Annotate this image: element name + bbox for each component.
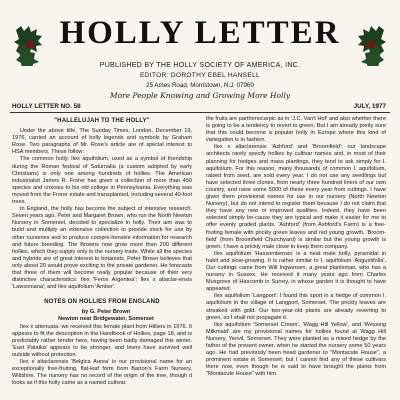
article-paragraph: In England, the holly has become the subject of intensive research. Seven years ago, Peter and Margaret Brown, who run the North Newton Nursery in Somerset, decided to specialize in holly. Their aim was to build and multiply an extensive collection to provide stock for use by other nurseries and to produce compre-hensive information for research and future breeding. The Browns now grow more than 200 different hollies, which they supply only to the nursery trade. While all the species and hybrids are of great interest to botanists, Peter Brown believes that only about 20 would prove exciting to the private gardener. He forecasts that three of them will become really popular because of their very distinctive characteristics: Ilex 'Ferox Argentea'; Ilex x altaclar-ensis 'Lawsoniana'; and Ilex aquifolium 'Amber'. xyxy=(12,206,192,291)
header-divider xyxy=(10,112,390,113)
article-paragraph: The common holly, Ilex aquifolium, used as a symbol of friendship during the Roman festival of Saturnalia (a custom adopted by early Christians) is only one among hundreds of hollies. The American industrialist James R. Frorer has given a collection of more than 450 species and crosses to his old college in Pennsylvania. Everything was moved from the Frorer estate and transplanted, including several 40-foot trees. xyxy=(12,156,192,206)
article-title: NOTES ON HOLLIES FROM ENGLAND xyxy=(44,299,160,306)
author-affiliation: Newton near Bridgewater, Somerset xyxy=(58,316,154,323)
article-paragraph: Ilex x altaclarensis 'Belgica Aurea' is our provisional name for an exceptionally free-fruiting, flat-leaf form from Barton's Farm Nursery, Wiltshire. The nursery has no record of the origin of the tree, though it looks as if this holly came as a named cultivar. xyxy=(12,359,192,387)
slogan: More People Knowing and Growing More Holly xyxy=(109,91,291,100)
article-paragraph: the fruits are parthenocarpic as in 'J.C. Van't Hof' and also whether there is going to be a tendency to revert to green. But I am already pretty sure that this could become a popular holly in Europe where this kind of variegation is in fashion. xyxy=(206,116,386,144)
newsletter-title: HOLLY LETTER xyxy=(59,15,341,51)
author-byline: by G. Peter Brown xyxy=(81,309,131,316)
article-paragraph: Under the above title, The Sunday Times, London, December 19, 1976, carried an account of holly legends and symbols by Graham Rose. Two paragraphs of Mr. Rose's article are of special interest to HSA members. These follow: xyxy=(12,128,192,156)
article-paragraph: Ilex aquifolium 'Hassombensis' is a neat male holly, pyramidal in habit and slow-growing. It is rather similar to I. aquifolium 'Angustifolia'. Our cuttings came from Will Ingwersen, a great plantsman, who has a nursery in Sussex. He received it many years ago from Charles Musgrove of Hascomb in Surrey, in whose garden it is thought to have appeared. xyxy=(206,250,386,293)
article-paragraph: Ilex x altaclarensis 'Ashford' and 'Broomfield': our landscape architects rarely specify hollies by cultivar names and, in most of their planning for hedges and mass plantings, they tend to ask simply for I. aquifolium. For this reason, many thousands of common I. aquifolium, raised from seed, are sold every year. I do not use any seedlings but have selected three clones, from nearly three hundred liners of our own country, and raise some 5000 of these every year from cuttings. I have given them provisional names for use in our nursery (North Newton Nursery), but do not intend to register them because I do not claim that they have any new or improved qualities. Indeed, they have been selected simply be-cause they are typical and make it easier for me to offer evenly graded plants. 'Ashford' (from Ashford's Farm) is a free-fruiting female with prickly green leaves and red young growth. 'Broom-field' (from Broomfield Churchyard) is similar but the young growth is green. I have a prickly male close to keep them company. xyxy=(206,144,386,250)
left-column xyxy=(12,116,192,398)
editor-line: EDITOR: DOROTHY EBEL HANSELL xyxy=(139,72,261,79)
issue-date: JULY, 1977 xyxy=(353,103,386,110)
article-paragraph: Ilex aquifolium 'Somerset Cream', 'Wagg Hill Yellow', and 'Wessing Milkmaid' are my provisional names for hollies found at Wagg Hill Nursery, Yeovil, Somerset. They were planted as a mixed hedge by the father of the present owner, when he started the nursery some 50 years ago. He had previously been head gardener to "Montacute House", a prominent estate in Somerset; but I cannot find any of these cultivars there now, even though he is said to have brought the plants from "Montacute House" with him. xyxy=(206,321,386,378)
issue-number: HOLLY LETTER NO. 58 xyxy=(12,103,81,110)
article-title: "HALLELUJAH TO THE HOLLY" xyxy=(54,118,150,124)
article-paragraph: Ilex x attenuata: we received this female plant from Hilliers in 1976. It appears to fit the description in the Handbook of Hollies, page 18, and is predictably rather tender here, having been badly damaged this winter. 'East Palatka' appears to be stronger, and liners have survived well outside without protection. xyxy=(12,323,192,358)
article-paragraph: Ilex aquifolium 'Langport': I found this sport in a hedge of common I. aquifolium in the village of Langport, Somerset. The prickly leaves are streaked with gold. Our two-year-old plants are already reverting to green, so I shall not propagate it. xyxy=(206,293,386,321)
publisher-line: PUBLISHED BY THE HOLLY SOCIETY OF AMERICA, INC. xyxy=(99,62,301,69)
address-line: 25 Ames Road, Morristown, N.J. 07960 xyxy=(146,82,254,89)
right-column xyxy=(206,116,386,398)
